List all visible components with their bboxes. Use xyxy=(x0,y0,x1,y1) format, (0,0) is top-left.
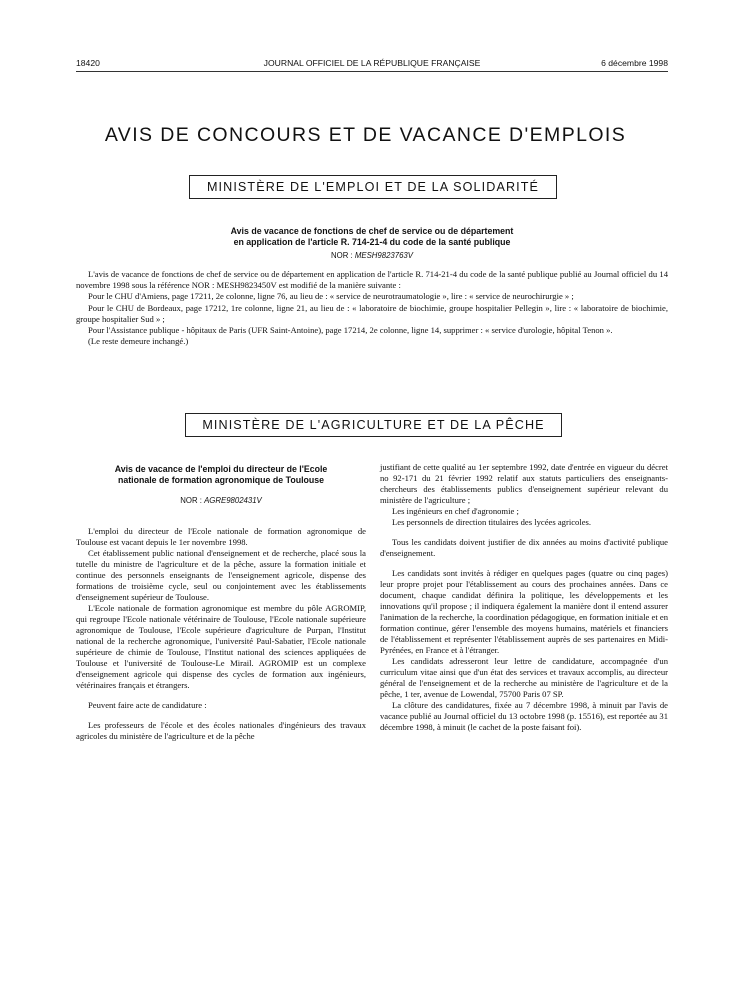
header-rule xyxy=(76,71,668,72)
journal-title: JOURNAL OFFICIEL DE LA RÉPUBLIQUE FRANÇAISE xyxy=(263,58,481,68)
ministry-box-emploi: MINISTÈRE DE L'EMPLOI ET DE LA SOLIDARITÉ xyxy=(189,175,557,199)
paragraph: Pour le CHU de Bordeaux, page 17212, 1re colonne, ligne 21, au lieu de : « laboratoire de biochimie, groupe hospitalier Pellegin », lire : « laboratoire de biochimie, groupe hospitalier Sud » ; xyxy=(76,302,668,324)
ministry-box-agriculture: MINISTÈRE DE L'AGRICULTURE ET DE LA PÊCHE xyxy=(185,413,562,437)
nor-reference xyxy=(76,496,366,506)
notice-body-right-column xyxy=(380,462,668,733)
paragraph: Les professeurs de l'école et des écoles nationales d'ingénieurs des travaux agricoles du ministère de l'agriculture et de la pêche xyxy=(76,720,366,741)
notice-title-line: en application de l'article R. 714-21-4 du code de la santé publique xyxy=(233,237,511,247)
issue-date: 6 décembre 1998 xyxy=(601,58,668,68)
nor-label: NOR : xyxy=(331,251,353,260)
paragraph: justifiant de cette qualité au 1er septembre 1992, date d'entrée en vigueur du décret no 92-171 du 21 février 1992 relatif aux statuts particuliers des enseignants-chercheurs des établissements publics d'enseignement supérieur relevant du ministère de l'agriculture ; xyxy=(380,462,668,505)
paragraph: L'Ecole nationale de formation agronomique est membre du pôle AGROMIP, qui regroupe l'Ecole nationale vétérinaire de Toulouse, l'Ecole nationale supérieure agronomique de Toulouse, l'Ecole supérieure d'agriculture de Purpan, l'Institut national de la recherche agronomique, l'université Paul-Sabatier, l'Ecole nationale supérieure de chimie de Toulouse, l'Institut national des sciences appliquées de Toulouse et l'université de Toulouse-Le Mirail. AGROMIP est un complexe d'enseignement agricole qui dispense des cycles de formation aux ingénieurs, vétérinaires français et étrangers. xyxy=(76,603,366,690)
notice-title-line: Avis de vacance de fonctions de chef de service ou de département xyxy=(230,226,514,236)
notice-body-chef-service xyxy=(76,269,668,347)
notice-body-left-column xyxy=(76,526,366,742)
paragraph: Tous les candidats doivent justifier de dix années au moins d'activité publique d'enseignement. xyxy=(380,537,668,558)
notice-title-chef-service xyxy=(140,226,604,248)
notice-title-directeur xyxy=(76,464,366,486)
paragraph: Les candidats adresseront leur lettre de candidature, accompagnée d'un curriculum vitae ainsi que d'un état des services et travaux accomplis, au directeur général de l'enseignement et de la recherche au ministère de l'agriculture et de la pêche, 1 ter, avenue de Lowendal, 75700 Paris 07 SP. xyxy=(380,656,668,699)
paragraph: Peuvent faire acte de candidature : xyxy=(88,700,207,710)
paragraph: L'avis de vacance de fonctions de chef de service ou de département en application de l'article R. 714-21-4 du code de la santé publique publié au Journal officiel du 14 novembre 1998 sous la référence NOR : MESH9823450V est modifié de la manière suivante : xyxy=(76,269,668,291)
notice-title-line: nationale de formation agronomique de Toulouse xyxy=(117,475,325,485)
paragraph: Les personnels de direction titulaires des lycées agricoles. xyxy=(392,517,592,527)
paragraph: La clôture des candidatures, fixée au 7 décembre 1998, à minuit par l'avis de vacance publié au Journal officiel du 13 octobre 1998 (p. 15516), est reportée au 31 décembre 1998, à minuit (le cachet de la poste faisant foi). xyxy=(380,700,668,732)
nor-reference xyxy=(140,251,604,261)
paragraph: Cet établissement public national d'enseignement et de recherche, placé sous la tutelle du ministre de l'agriculture et de la pêche, assure la formation initiale et continue des personnels enseignants de l'enseignement agricole, dispense des formations de troisième cycle, seul ou conjointement avec les établissements d'enseignement supérieur de Toulouse. xyxy=(76,548,366,602)
paragraph: (Le reste demeure inchangé.) xyxy=(88,336,189,347)
nor-label: NOR : xyxy=(180,496,202,505)
paragraph: Les ingénieurs en chef d'agronomie ; xyxy=(392,506,519,516)
nor-code: MESH9823763V xyxy=(354,251,413,260)
nor-code: AGRE9802431V xyxy=(204,496,262,505)
notice-title-line: Avis de vacance de l'emploi du directeur de l'Ecole xyxy=(114,464,328,474)
paragraph: Pour l'Assistance publique - hôpitaux de Paris (UFR Saint-Antoine), page 17214, 2e colonne, ligne 14, supprimer : « service d'urologie, hôpital Tenon ». xyxy=(88,325,613,336)
page-number: 18420 xyxy=(76,58,100,68)
paragraph: Les candidats sont invités à rédiger en quelques pages (quatre ou cinq pages) leur propre projet pour l'établissement au cours des prochaines années. Dans ce document, chaque candidat définira la politique, les développements et les innovations qu'il propose ; il indiquera également la manière dont il entend assurer l'animation de la recherche, la coordination pédagogique, en formation initiale et en formation continue, gérer l'ensemble des moyens humains, matériels et financiers de l'établissement et représenter l'établissement auprès de ses partenaires en Midi-Pyrénées, en France et à l'étranger. xyxy=(380,568,668,655)
paragraph: Pour le CHU d'Amiens, page 17211, 2e colonne, ligne 76, au lieu de : « service de neurotraumatologie », lire : « service de neurochirurgie » ; xyxy=(88,291,574,302)
page-title: AVIS DE CONCOURS ET DE VACANCE D'EMPLOIS xyxy=(104,124,627,146)
paragraph: L'emploi du directeur de l'Ecole nationale de formation agronomique de Toulouse est vacant depuis le 1er novembre 1998. xyxy=(76,526,366,547)
page-header xyxy=(76,57,668,69)
